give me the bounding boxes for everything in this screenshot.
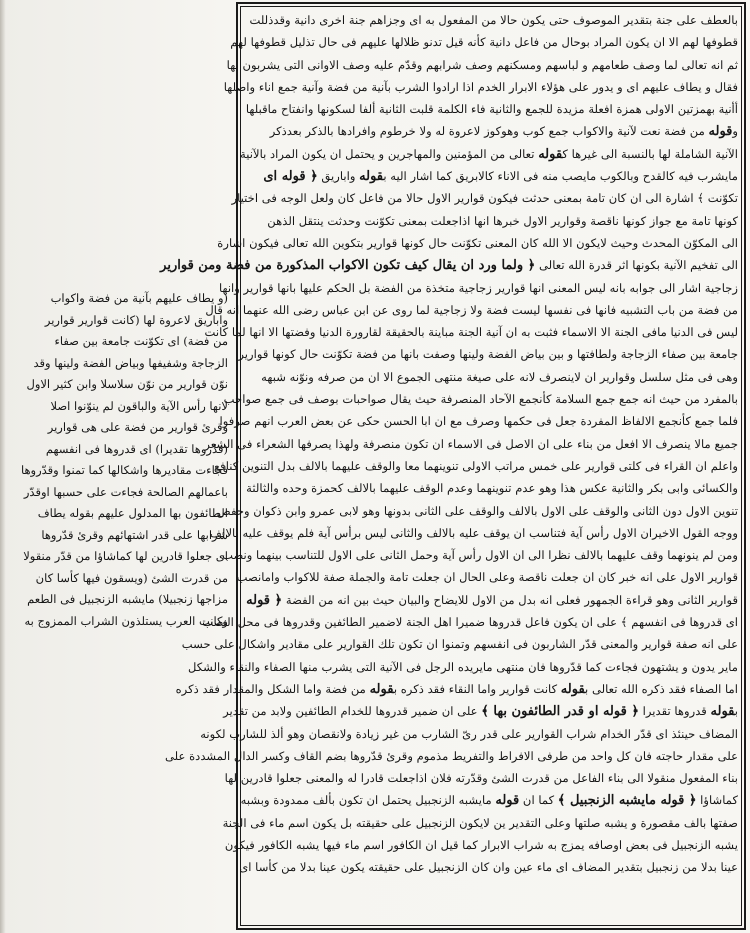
main-text-line: قوارير الثانى وهو قراءة الجمهور فعلى انه بدل من الاول للايضاح والبيان حيث بين انه من الفضة ﴿ قوله [246, 592, 738, 608]
main-text-line: المضاف حينئذ اى قدّر الخدام شراب القوارير على قدر رىّ الشارب من غير زيادة ولانقصان وهو ألذ للشارب لكونه [200, 726, 738, 741]
headword-marker: قوله [359, 169, 384, 185]
margin-text-line: واباريق لاعروة لها (كانت قوارير قوارير [44, 312, 228, 327]
margin-text-line: (و يطاف عليهم بآنية من فضة واكواب [50, 291, 228, 305]
margin-commentary [6, 288, 228, 628]
headword-marker: ﴿ ولما ورد ان يقال كيف تكون الاكواب المذكورة من فضة ومن قوارير [160, 258, 536, 274]
main-text-line: ومن لم ينونهما وقف عليهما بالالف نظرا الى ان الاول رأس آية وحمل الثانى على الاول للتناسب بينهما ونصب [222, 548, 738, 563]
margin-text-line: باعمالهم الصالحة فجاءت على حسبها اوقدّر [23, 484, 228, 499]
main-text-line: الى تفخيم الآنية بكونها اثر قدرة الله تعالى ﴿ ولما ورد ان يقال كيف تكون الاكواب المذكورة من فضة ومن قوارير [160, 258, 738, 274]
main-text-line: ماير يدون و يشتهون فجاءت كما قدّروها فان منتهى مايريده الرجل فى الآنية التى يشرب منها الصفاء والنقاء والشكل [187, 659, 738, 674]
main-text-line: على انه صفة قوارير والمعنى قدّر الشاربون فى انفسهم وتمنوا ان تكون تلك القوارير على مقادير واشكال على حسب [181, 637, 738, 652]
margin-text-line: اى جعلوا قادرين لها كماشاؤا من قدّر منقولا [23, 549, 228, 563]
main-text-line: جميع مالا ينصرف الا افعل من بناء على ان الاصل فى الاسماء ان تكون منصرفة ولهذا يصرفها الشعراء فى الشعر [204, 436, 738, 451]
main-text-line: جامعة بين صفاء الزجاجة ولطافتها و بين بياض الفضة ولينها وصفت بانها من فضة تكوّنت حال كونها قوارير [238, 347, 738, 362]
main-text-line: يشبه الزنجبيل فى بعض اوصافه يمزج به شراب الابرار كما قيل ان الكافور اسم ماء فيها يشبه الكافور فيكون [224, 837, 738, 852]
margin-text-line: لانها رأس الآية والباقون لم ينوّنوا اصلا [50, 398, 228, 413]
main-text-line: زجاجية اشار الى جوابه بانه ليس المعنى انها قوارير زجاجية متخذة من الفضة بل الحكم عليها بانها قوارير وانها [218, 280, 738, 295]
main-text-line: تنوين الاول دون الثانى والوقف على الاول بالالف والوقف على الثانى بدونها وهو لابى عمرو وابن ذكوان وحفص [216, 503, 738, 518]
margin-text-line: من فضة) اى تكوّنت جامعة بين صفاء [54, 334, 228, 348]
main-text-line: الآنية الشاملة لها بالنسبة الى غيرها كقوله تعالى من المؤمنين والمهاجرين و يحتمل ان يكون المراد بالآنية [240, 146, 738, 162]
main-text-line: كماشاؤا ﴿ قوله مايشبه الزنجبيل ﴾ كما ان قوله مايشبه الزنجبيل يحتمل ان تكون بألف ممدودة وبشبه [240, 793, 738, 809]
main-text-line: بقوله قدروها تقديرا ﴿ قوله او قدر الطائفون بها ﴾ على ان ضمير قدروها للخدام الطائفين ولابد من تقدير [223, 704, 738, 720]
main-text-line: ووجه القول الاخيران الاول رأس آية فتناسب ان يوقف عليه بالالف والثانى ليس برأس آية فلم يوقف عليه بالالف [209, 525, 738, 540]
headword-marker: قوله [495, 793, 520, 809]
headword-marker: قوله [560, 681, 586, 697]
main-text-line: فلما جمع كأنجمع الالفاظ المفردة جعل فى حكمها وصرف مع ان ابا الحسن حكى عن بعض العرب انهم صرفوا [219, 414, 738, 429]
main-text-line: تكوّنت ﴾ اشارة الى ان كان تامة بمعنى حدثت فيكون قوارير الاول حالا من فاعل كان ولعل الوجه فى اختيار [231, 191, 738, 206]
main-text-line: من فضة من باب التشبيه فانها فى نفسها ليست فضة ولا زجاجية لما روى عن ابن عباس رضى الله عنهما انه قال [205, 302, 738, 317]
main-text-line: قطوفها لهم الا ان يكون المراد بوحال من فاعل دانية كأنه قيل تدنو ظلالها عليهم فى حال تذليل قطوفها لهم [230, 35, 738, 50]
margin-text-line: (قدّروها تقديرا) اى قدروها فى انفسهم [45, 441, 228, 456]
margin-text-line: فجاءت مقاديرها واشكالها كما تمنوا وقدّروها [20, 463, 228, 477]
main-text-line: وقوله من فضة نعت لآنية والاكواب جمع كوب وهوكوز لاعروة له ولا خرطوم وافرادها بالذكر بعدذكر [269, 124, 738, 140]
main-text-line: بالعطف على جنة بتقدير الموصوف حتى يكون حالا من المفعول به اى وجزاهم جنة اخرى دانية وقدذللت [249, 13, 738, 27]
main-text-line: الى المكوّن المحدث وحيث لايكون الا الله كان المعنى تكوّنت حال كونها قوارير بتكوين الله تعالى فيكون اشارة [217, 235, 738, 250]
main-text-line: مايشرب فيه كالقدح وبالكوب مايصب منه فى الاناء كالابريق كما اشار اليه بقوله واباريق ﴿ قوله اى [263, 169, 738, 185]
main-text-line: أأنية بهمزتين الاولى همزة افعلة مزيدة للجمع والثانية فاء الكلمة قلبت الثانية ألفا لسكونها وانفتاح ماقبلها [245, 102, 738, 117]
margin-text-line: شرابها على قدر اشتهائهم وقرئ قدّروها [41, 527, 228, 542]
main-text-line: ليس فى الدنيا مافى الجنة الا الاسماء فثبت به ان آنية الجنة مباينة بالحقيقة لقارورة الدنيا وفضتها الا انها لما كانت [204, 325, 738, 340]
main-text-line: اما الصفاء فقد ذكره الله تعالى بقوله كانت قوارير واما النقاء فقد ذكره بقوله من فضة واما الشكل والمقدار فقد ذكره [175, 681, 738, 697]
headword-marker: ﴿ قوله او قدر الطائفون بها ﴾ [481, 704, 639, 720]
main-text-line: قوارير الاول على انه خبر كان ان جعلت ناقصة وعلى الحال ان جعلت تامة والجملة صفة للاكواب وامانصب [236, 570, 738, 585]
main-text-line: عينا بدلا من زنجبيل بتقدير المضاف اى ماء عين وان كان الزنجبيل على حقيقته يكون عينا بدلا من كأسا اى [239, 860, 738, 875]
main-commentary-text [160, 9, 738, 924]
margin-text-line: الطائفون بها المدلول عليهم بقوله يطاف [37, 506, 228, 520]
headword-marker: ﴿ قوله مايشبه الزنجبيل ﴾ [557, 793, 697, 809]
margin-text-line: وكانت العرب يستلذون الشراب الممزوج به [24, 613, 228, 628]
margin-text-line: الزجاجة وشفيفها وبياض الفضة ولينها وقد [33, 355, 228, 370]
headword-marker: قوله [710, 704, 735, 720]
main-text-line: كونها تامة مع جواز كونها ناقصة وقوارير الاول خبرها انها اذاجعلت بمعنى تكوّنت وحدثت ينتقل الذهن [267, 213, 738, 228]
main-text-line: بالمفرد من حيث انه جمع جمع السلامة كأنجمع الآحاد المنصرفة حيث يقال صواحبات بوصف فى جمع صواحب [223, 392, 738, 407]
main-text-line: صفتها بالف مقصورة و يشبه صلتها وعلى التقدير ين لايكون الزنجبيل على حقيقته بل يكون اسم ماء فى الجنة [222, 815, 738, 830]
margin-text-line: من قدرت الشئ (ويسقون فيها كأسا كان [35, 570, 228, 585]
headword-marker: قوله [538, 146, 563, 162]
main-text-line: ثم انه تعالى لما وصف طعامهم و لباسهم ومسكنهم وصف شرابهم وقدّم عليه وصف الاوانى التى يشربون بها [226, 57, 738, 72]
headword-marker: ﴿ قوله اى [263, 169, 318, 185]
headword-marker: قوله [708, 124, 733, 140]
main-text-line: على مقدار حاجته فان كل واحد من طرفى الافراط والتفريط مذموم وقرئ قدّروها بضم القاف وكسر الدال المشددة على [164, 748, 738, 763]
margin-text-line: وقرئ قوارير من فضة على هى قوارير [47, 420, 228, 434]
main-text-line: اى قدروها فى انفسهم ﴾ على ان يكون فاعل قدروها ضميرا اهل الجنة لاضمير الطائفين وقدروها فى محل النصب [202, 615, 738, 630]
main-text-line: وهى فى مثل سلسل وقوارير ان لاينصرف لانه على صيغة منتهى الجموع الا ان من صرفه ونوّنه شبهه [261, 369, 738, 384]
headword-marker: ﴿ قوله [246, 592, 283, 608]
margin-text-line: نوّن قوارير من نوّن سلاسلا وابن كثير الاول [26, 377, 228, 391]
main-text-line: فقال و يطاف عليهم اى و يدور على هؤلاء الابرار الخدم اذا ارادوا الشرب بآنية من فضة وآنية جمع اناء واصلها [223, 79, 738, 94]
main-text-line: واعلم ان القراء فى كلتى قوارير على خمس مراتب الاولى تنوينهما معا والوقف عليهما بالالف بدل التنوين كنافع [214, 458, 738, 473]
main-text-line: بناء المفعول منقولا الى بناء الفاعل من قدرت الشئ وقدّرته فلان اذاجعلت قادرا له والمعنى جعلوا قادرين لها [224, 771, 738, 786]
headword-marker: قوله [369, 681, 394, 697]
main-text-line: والكسائى وابى بكر والثانية عكس هذا وهو عدم تنوينهما وعدم الوقف عليهما بالالف كحمزة وحده والثالثة [246, 481, 738, 496]
margin-text-line: مزاجها زنجبيلا) مايشبه الزنجبيل فى الطعم [27, 592, 228, 606]
